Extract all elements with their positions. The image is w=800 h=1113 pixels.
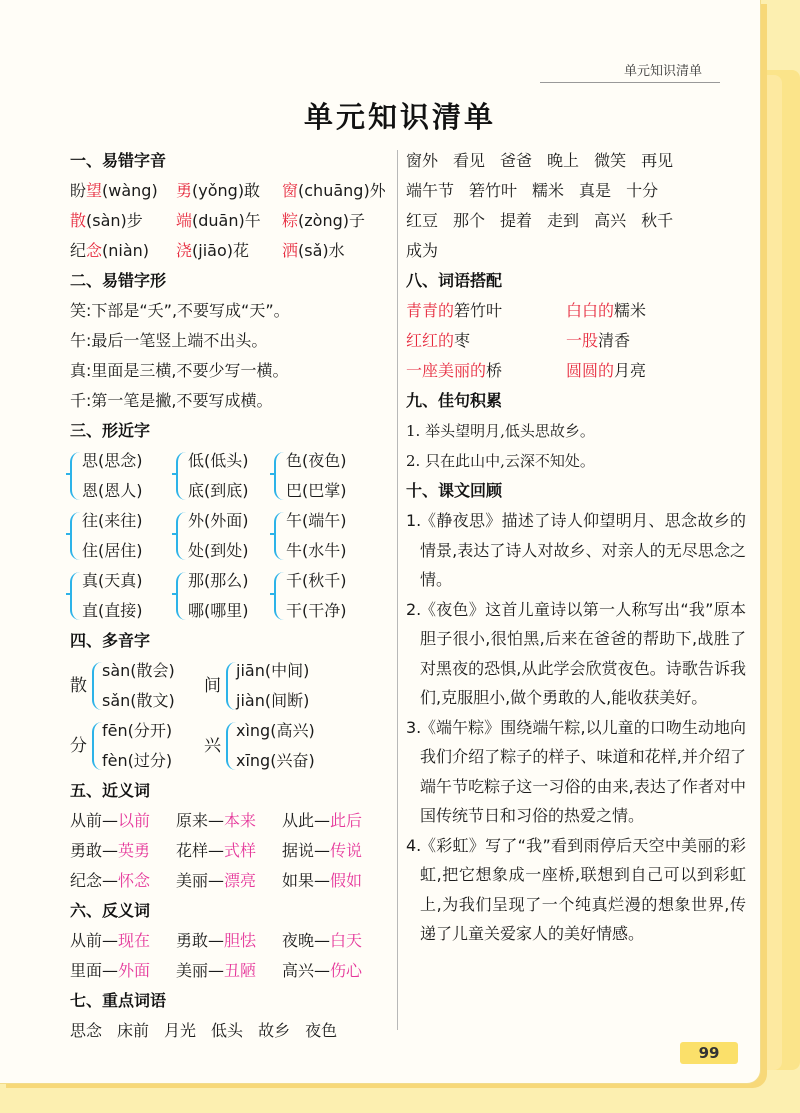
word-pair: 里面—外面: [70, 961, 151, 980]
word-pair: 从前—以前: [70, 811, 151, 830]
brace-icon: [92, 662, 102, 710]
column-divider: [397, 150, 398, 1030]
similar-char: 底(到底): [188, 481, 249, 500]
right-column: [406, 146, 746, 949]
similar-chars-group: [176, 506, 280, 566]
word-pair: 纪念—怀念: [70, 871, 151, 890]
collocation-row: [406, 326, 746, 356]
word-pair: 勇敢—胆怯: [176, 931, 257, 950]
word-pair: 美丽—漂亮: [176, 871, 257, 890]
pinyin-row: [70, 176, 390, 206]
section-heading: 九、佳句积累: [406, 391, 503, 410]
polyphone-reading: fēn(分开): [102, 721, 173, 740]
similar-char: 哪(哪里): [188, 601, 249, 620]
pinyin-item: 粽(zòng)子: [282, 211, 365, 230]
collocation-row: [406, 296, 746, 326]
glyph-note: 笑:下部是“夭”,不要写成“天”。: [70, 301, 290, 320]
pinyin-item: 洒(sǎ)水: [282, 241, 345, 260]
similar-chars-group: [274, 566, 378, 626]
key-word: 端午节: [406, 181, 455, 200]
left-column: [70, 146, 390, 1046]
section-heading: 八、词语搭配: [406, 271, 503, 290]
similar-char: 干(干净): [286, 601, 347, 620]
paragraph-text: 《彩虹》写了“我”看到雨停后天空中美丽的彩虹,把它想象成一座桥,联想到自己可以到彩虹上,为我们呈现了一个纯真烂漫的想象世界,传递了儿童关爱家人的美好情感。: [420, 835, 746, 943]
antonym-row: [70, 956, 390, 986]
similar-chars-group: [274, 446, 378, 506]
word-pair: 勇敢—英勇: [70, 841, 151, 860]
key-word: 走到: [547, 211, 580, 230]
key-word: 晚上: [547, 151, 580, 170]
word-pair: 如果—假如: [282, 871, 363, 890]
similar-chars-group: [176, 446, 280, 506]
similar-chars-group: [176, 566, 280, 626]
antonym-row: [70, 926, 390, 956]
running-header: 单元知识清单: [623, 64, 702, 79]
similar-char: 低(低头): [188, 451, 249, 470]
paragraph-text: 《夜色》这首儿童诗以第一人称写出“我”原本胆子很小,很怕黑,后来在爸爸的帮助下,战胜了对黑夜的恐惧,从此学会欣赏夜色。诗歌告诉我们,克服胆小,做个勇敢的人,能收获美好。: [420, 599, 746, 707]
brace-icon: [70, 572, 80, 620]
key-words-row: [406, 176, 746, 206]
similar-char: 真(天真): [82, 571, 143, 590]
section-heading: 一、易错字音: [70, 151, 167, 170]
key-word: 十分: [626, 181, 659, 200]
similar-char: 巴(巴掌): [286, 481, 347, 500]
pinyin-item: 勇(yǒng)敢: [176, 181, 261, 200]
similar-chars-row: [70, 566, 390, 626]
key-word: 故乡: [258, 1021, 291, 1040]
pinyin-row: [70, 206, 390, 236]
paragraph-number: 1.: [406, 511, 422, 530]
pinyin-item: 浇(jiāo)花: [176, 241, 249, 260]
polyphone-char: 兴: [204, 736, 221, 756]
key-word: 爸爸: [500, 151, 533, 170]
similar-char: 牛(水牛): [286, 541, 347, 560]
similar-char: 外(外面): [188, 511, 249, 530]
polyphone-reading: xīng(兴奋): [236, 751, 315, 770]
similar-char: 思(思念): [82, 451, 143, 470]
section-heading: 七、重点词语: [70, 991, 167, 1010]
polyphone-reading: xìng(高兴): [236, 721, 315, 740]
similar-char: 千(秋千): [286, 571, 347, 590]
key-word: 红豆: [406, 211, 439, 230]
key-word: 微笑: [594, 151, 627, 170]
brace-icon: [226, 662, 236, 710]
poem-line: 2. 只在此山中,云深不知处。: [406, 452, 595, 470]
pinyin-row: [70, 236, 390, 266]
brace-icon: [176, 572, 186, 620]
section-heading: 四、多音字: [70, 631, 151, 650]
key-word: 那个: [453, 211, 486, 230]
page-number: 99: [680, 1042, 738, 1064]
similar-chars-row: [70, 446, 390, 506]
similar-char: 直(直接): [82, 601, 143, 620]
polyphone-reading: sǎn(散文): [102, 691, 175, 710]
collocation: 红红的枣: [406, 331, 471, 350]
key-words-row: [406, 206, 746, 236]
polyphone-char: 分: [70, 736, 87, 756]
glyph-note: 千:第一笔是撇,不要写成横。: [70, 391, 273, 410]
review-paragraph: [406, 831, 746, 949]
brace-icon: [274, 572, 284, 620]
key-word: 秋千: [641, 211, 674, 230]
key-word: 真是: [579, 181, 612, 200]
collocation: 青青的箬竹叶: [406, 301, 503, 320]
key-word: 糯米: [532, 181, 565, 200]
similar-char: 住(居住): [82, 541, 143, 560]
word-pair: 原来—本来: [176, 811, 257, 830]
key-words-row: [70, 1016, 390, 1046]
key-word: 月光: [164, 1021, 197, 1040]
key-word: 床前: [117, 1021, 150, 1040]
glyph-note: 真:里面是三横,不要少写一横。: [70, 361, 289, 380]
paragraph-text: 《静夜思》描述了诗人仰望明月、思念故乡的情景,表达了诗人对故乡、对亲人的无尽思念之情。: [420, 511, 746, 589]
word-pair: 从此—此后: [282, 811, 363, 830]
section-heading: 十、课文回顾: [406, 481, 503, 500]
synonym-row: [70, 866, 390, 896]
similar-chars-group: [70, 506, 174, 566]
brace-icon: [92, 722, 102, 770]
paragraph-number: 4.: [406, 835, 422, 855]
section-heading: 三、形近字: [70, 421, 151, 440]
poem-line: 1. 举头望明月,低头思故乡。: [406, 422, 595, 440]
polyphone-char: 散: [70, 676, 87, 696]
section-heading: 五、近义词: [70, 781, 151, 800]
brace-icon: [70, 512, 80, 560]
collocation-row: [406, 356, 746, 386]
brace-icon: [70, 452, 80, 500]
section-heading: 二、易错字形: [70, 271, 167, 290]
review-paragraph: [406, 595, 746, 713]
key-words-row: [406, 236, 746, 266]
key-word: 看见: [453, 151, 486, 170]
pinyin-item: 盼望(wàng): [70, 181, 158, 200]
key-word: 箬竹叶: [469, 181, 518, 200]
paragraph-number: 3.: [406, 717, 422, 737]
similar-chars-group: [70, 446, 174, 506]
collocation: 白白的糯米: [566, 301, 647, 320]
key-word: 高兴: [594, 211, 627, 230]
paragraph-text: 《端午粽》围绕端午粽,以儿童的口吻生动地向我们介绍了粽子的样子、味道和花样,并介绍了端午节吃粽子这一习俗的由来,表达了作者对中国传统节日和习俗的热爱之情。: [420, 717, 746, 825]
brace-icon: [274, 512, 284, 560]
key-word: 再见: [641, 151, 674, 170]
section-heading: 六、反义词: [70, 901, 151, 920]
similar-char: 那(那么): [188, 571, 249, 590]
brace-icon: [176, 452, 186, 500]
page-title: 单元知识清单: [303, 100, 496, 134]
key-word: 窗外: [406, 151, 439, 170]
key-words-row: [406, 146, 746, 176]
word-pair: 花样—式样: [176, 841, 257, 860]
polyphone-char: 间: [204, 676, 221, 696]
pinyin-table: [70, 176, 390, 266]
pinyin-item: 纪念(niàn): [70, 241, 150, 260]
key-word: 低头: [211, 1021, 244, 1040]
collocation: 圆圆的月亮: [566, 361, 647, 380]
key-word: 成为: [406, 241, 439, 260]
pinyin-item: 散(sàn)步: [70, 211, 143, 230]
key-word: 夜色: [305, 1021, 338, 1040]
word-pair: 高兴—伤心: [282, 961, 363, 980]
synonym-row: [70, 806, 390, 836]
synonym-row: [70, 836, 390, 866]
similar-chars-group: [274, 506, 378, 566]
similar-char: 恩(恩人): [82, 481, 143, 500]
polyphone-reading: jiān(中间): [236, 661, 310, 680]
similar-char: 色(夜色): [286, 451, 347, 470]
pinyin-item: 端(duān)午: [176, 211, 261, 230]
key-word: 思念: [70, 1021, 103, 1040]
header-rule: [540, 82, 720, 83]
review-paragraph: [406, 713, 746, 831]
brace-icon: [226, 722, 236, 770]
key-word: 提着: [500, 211, 533, 230]
pinyin-item: 窗(chuāng)外: [282, 181, 386, 200]
polyphone-row: [70, 656, 390, 716]
paragraph-number: 2.: [406, 599, 422, 619]
similar-chars-row: [70, 506, 390, 566]
similar-char: 午(端午): [286, 511, 347, 530]
review-paragraph: [406, 506, 746, 595]
word-pair: 从前—现在: [70, 931, 151, 950]
polyphone-row: [70, 716, 390, 776]
collocation: 一座美丽的桥: [406, 361, 503, 380]
similar-char: 处(到处): [188, 541, 249, 560]
similar-char: 往(来往): [82, 511, 143, 530]
brace-icon: [176, 512, 186, 560]
brace-icon: [274, 452, 284, 500]
word-pair: 夜晚—白天: [282, 931, 363, 950]
collocation: 一股清香: [566, 331, 631, 350]
polyphone-reading: fèn(过分): [102, 751, 173, 770]
glyph-note: 午:最后一笔竖上端不出头。: [70, 331, 268, 350]
word-pair: 据说—传说: [282, 841, 363, 860]
word-pair: 美丽—丑陋: [176, 961, 257, 980]
similar-chars-group: [70, 566, 174, 626]
polyphone-reading: sàn(散会): [102, 661, 175, 680]
polyphone-reading: jiàn(间断): [236, 691, 310, 710]
